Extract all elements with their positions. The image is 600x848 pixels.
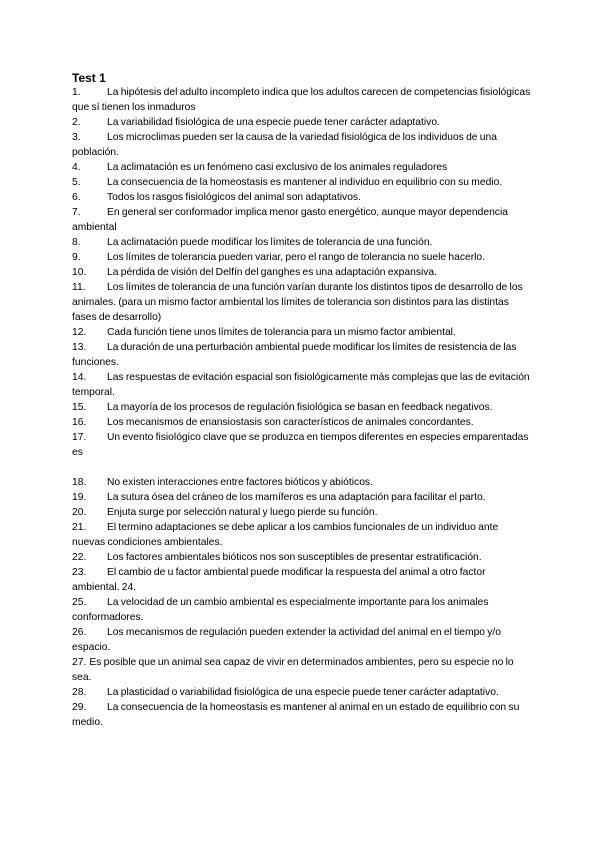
question-text: Los factores ambientales bióticos nos son susceptibles de presentar estratificación. <box>107 552 482 563</box>
question-text: Los mecanismos de regulación pueden extender la actividad del animal en el tiempo y/o espacio. <box>72 627 502 653</box>
question-text: Enjuta surge por selección natural y luego pierde su función. <box>107 507 378 518</box>
question-text: La duración de una perturbación ambiental puede modificar los límites de resistencia de las funciones. <box>72 342 517 368</box>
question-number: 8. <box>72 237 81 248</box>
question-number: 21. <box>72 522 87 533</box>
question-26 <box>72 625 532 655</box>
question-7 <box>72 205 532 235</box>
question-number: 16. <box>72 417 87 428</box>
question-text: Las respuestas de evitación espacial son fisiológicamente más complejas que las de evitación temporal. <box>72 372 530 398</box>
question-number: 5. <box>72 177 81 188</box>
question-number: 23. <box>72 567 87 578</box>
question-text: Los microclimas pueden ser la causa de la variedad fisiológica de los individuos de una población. <box>72 132 497 158</box>
question-text: La consecuencia de la homeostasis es mantener al individuo en equilibrio con su medio. <box>107 177 503 188</box>
question-text: Todos los rasgos fisiológicos del animal son adaptativos. <box>107 192 361 203</box>
question-number: 6. <box>72 192 81 203</box>
question-6 <box>72 190 532 205</box>
question-number: 14. <box>72 372 87 383</box>
question-number: 3. <box>72 132 81 143</box>
question-5 <box>72 175 532 190</box>
question-number: 18. <box>72 477 87 488</box>
question-number: 19. <box>72 492 87 503</box>
question-text: Es posible que un animal sea capaz de vivir en determinados ambientes, pero su especie no lo sea. <box>72 657 514 683</box>
question-number: 27. <box>72 657 87 668</box>
question-text: La sutura ósea del cráneo de los mamíferos es una adaptación para facilitar el parto. <box>107 492 486 503</box>
question-21 <box>72 520 532 550</box>
question-number: 2. <box>72 117 81 128</box>
question-10 <box>72 265 532 280</box>
question-2 <box>72 115 532 130</box>
question-25 <box>72 595 532 625</box>
question-23 <box>72 565 532 595</box>
question-text: La variabilidad fisiológica de una especie puede tener carácter adaptativo. <box>107 117 440 128</box>
document-body <box>72 71 532 730</box>
question-number: 22. <box>72 552 87 563</box>
question-17 <box>72 430 532 460</box>
question-15 <box>72 400 532 415</box>
question-number: 20. <box>72 507 87 518</box>
question-27 <box>72 655 532 685</box>
question-22 <box>72 550 532 565</box>
question-number: 15. <box>72 402 87 413</box>
question-text: La aclimatación es un fenómeno casi exclusivo de los animales reguladores <box>107 162 448 173</box>
question-4 <box>72 160 532 175</box>
question-1 <box>72 85 532 115</box>
question-number: 12. <box>72 327 87 338</box>
question-text: La velocidad de un cambio ambiental es especialmente importante para los animales conformadores. <box>72 597 489 623</box>
question-text: Cada función tiene unos límites de tolerancia para un mismo factor ambiental. <box>107 327 456 338</box>
question-29 <box>72 700 532 730</box>
question-number: 7. <box>72 207 81 218</box>
question-text: La consecuencia de la homeostasis es mantener al animal en un estado de equilibrio con su medio. <box>72 702 520 728</box>
question-text: El cambio de u factor ambiental puede modificar la respuesta del animal a otro factor ambiental. 24. <box>72 567 486 593</box>
question-text: La pérdida de visión del Delfín del ganghes es una adaptación expansiva. <box>107 267 438 278</box>
question-number: 17. <box>72 432 87 443</box>
question-16 <box>72 415 532 430</box>
question-text: La mayoría de los procesos de regulación fisiológica se basan en feedback negativos. <box>107 402 493 413</box>
question-number: 11. <box>72 282 86 293</box>
question-text: Los límites de tolerancia de una función varían durante los distintos tipos de desarrollo de los animales. (para un mismo factor ambiental los límites de tolerancia son distintos para las distintas fases de desarrollo) <box>72 282 523 323</box>
question-12 <box>72 325 532 340</box>
question-number: 29. <box>72 702 87 713</box>
question-number: 13. <box>72 342 87 353</box>
blank-line <box>72 460 532 475</box>
question-number: 1. <box>72 87 81 98</box>
document-title: Test 1 <box>72 71 106 85</box>
question-text: Los mecanismos de enansiostasis son característicos de animales concordantes. <box>107 417 474 428</box>
question-number: 4. <box>72 162 81 173</box>
question-text: No existen interacciones entre factores bióticos y abióticos. <box>107 477 373 488</box>
question-text: En general ser conformador implica menor gasto energético, aunque mayor dependencia ambiental <box>72 207 508 233</box>
question-text: La aclimatación puede modificar los límites de tolerancia de una función. <box>107 237 433 248</box>
question-number: 25. <box>72 597 87 608</box>
question-18 <box>72 475 532 490</box>
question-13 <box>72 340 532 370</box>
question-28 <box>72 685 532 700</box>
question-19 <box>72 490 532 505</box>
question-text: El termino adaptaciones se debe aplicar a los cambios funcionales de un individuo ante nuevas condiciones ambientales. <box>72 522 499 548</box>
question-20 <box>72 505 532 520</box>
question-number: 26. <box>72 627 87 638</box>
question-text: Un evento fisiológico clave que se produzca en tiempos diferentes en especies emparentadas es <box>72 432 529 458</box>
question-text: Los límites de tolerancia pueden variar, pero el rango de tolerancia no suele hacerlo. <box>107 252 486 263</box>
question-11 <box>72 280 532 325</box>
question-text: La plasticidad o variabilidad fisiológica de una especie puede tener carácter adaptativo. <box>107 687 499 698</box>
question-8 <box>72 235 532 250</box>
question-number: 9. <box>72 252 81 263</box>
question-number: 10. <box>72 267 87 278</box>
question-9 <box>72 250 532 265</box>
question-text: La hipótesis del adulto incompleto indica que los adultos carecen de competencias fisiológicas que sí tienen los inmaduros <box>72 87 531 113</box>
question-14 <box>72 370 532 400</box>
question-3 <box>72 130 532 160</box>
question-number: 28. <box>72 687 87 698</box>
